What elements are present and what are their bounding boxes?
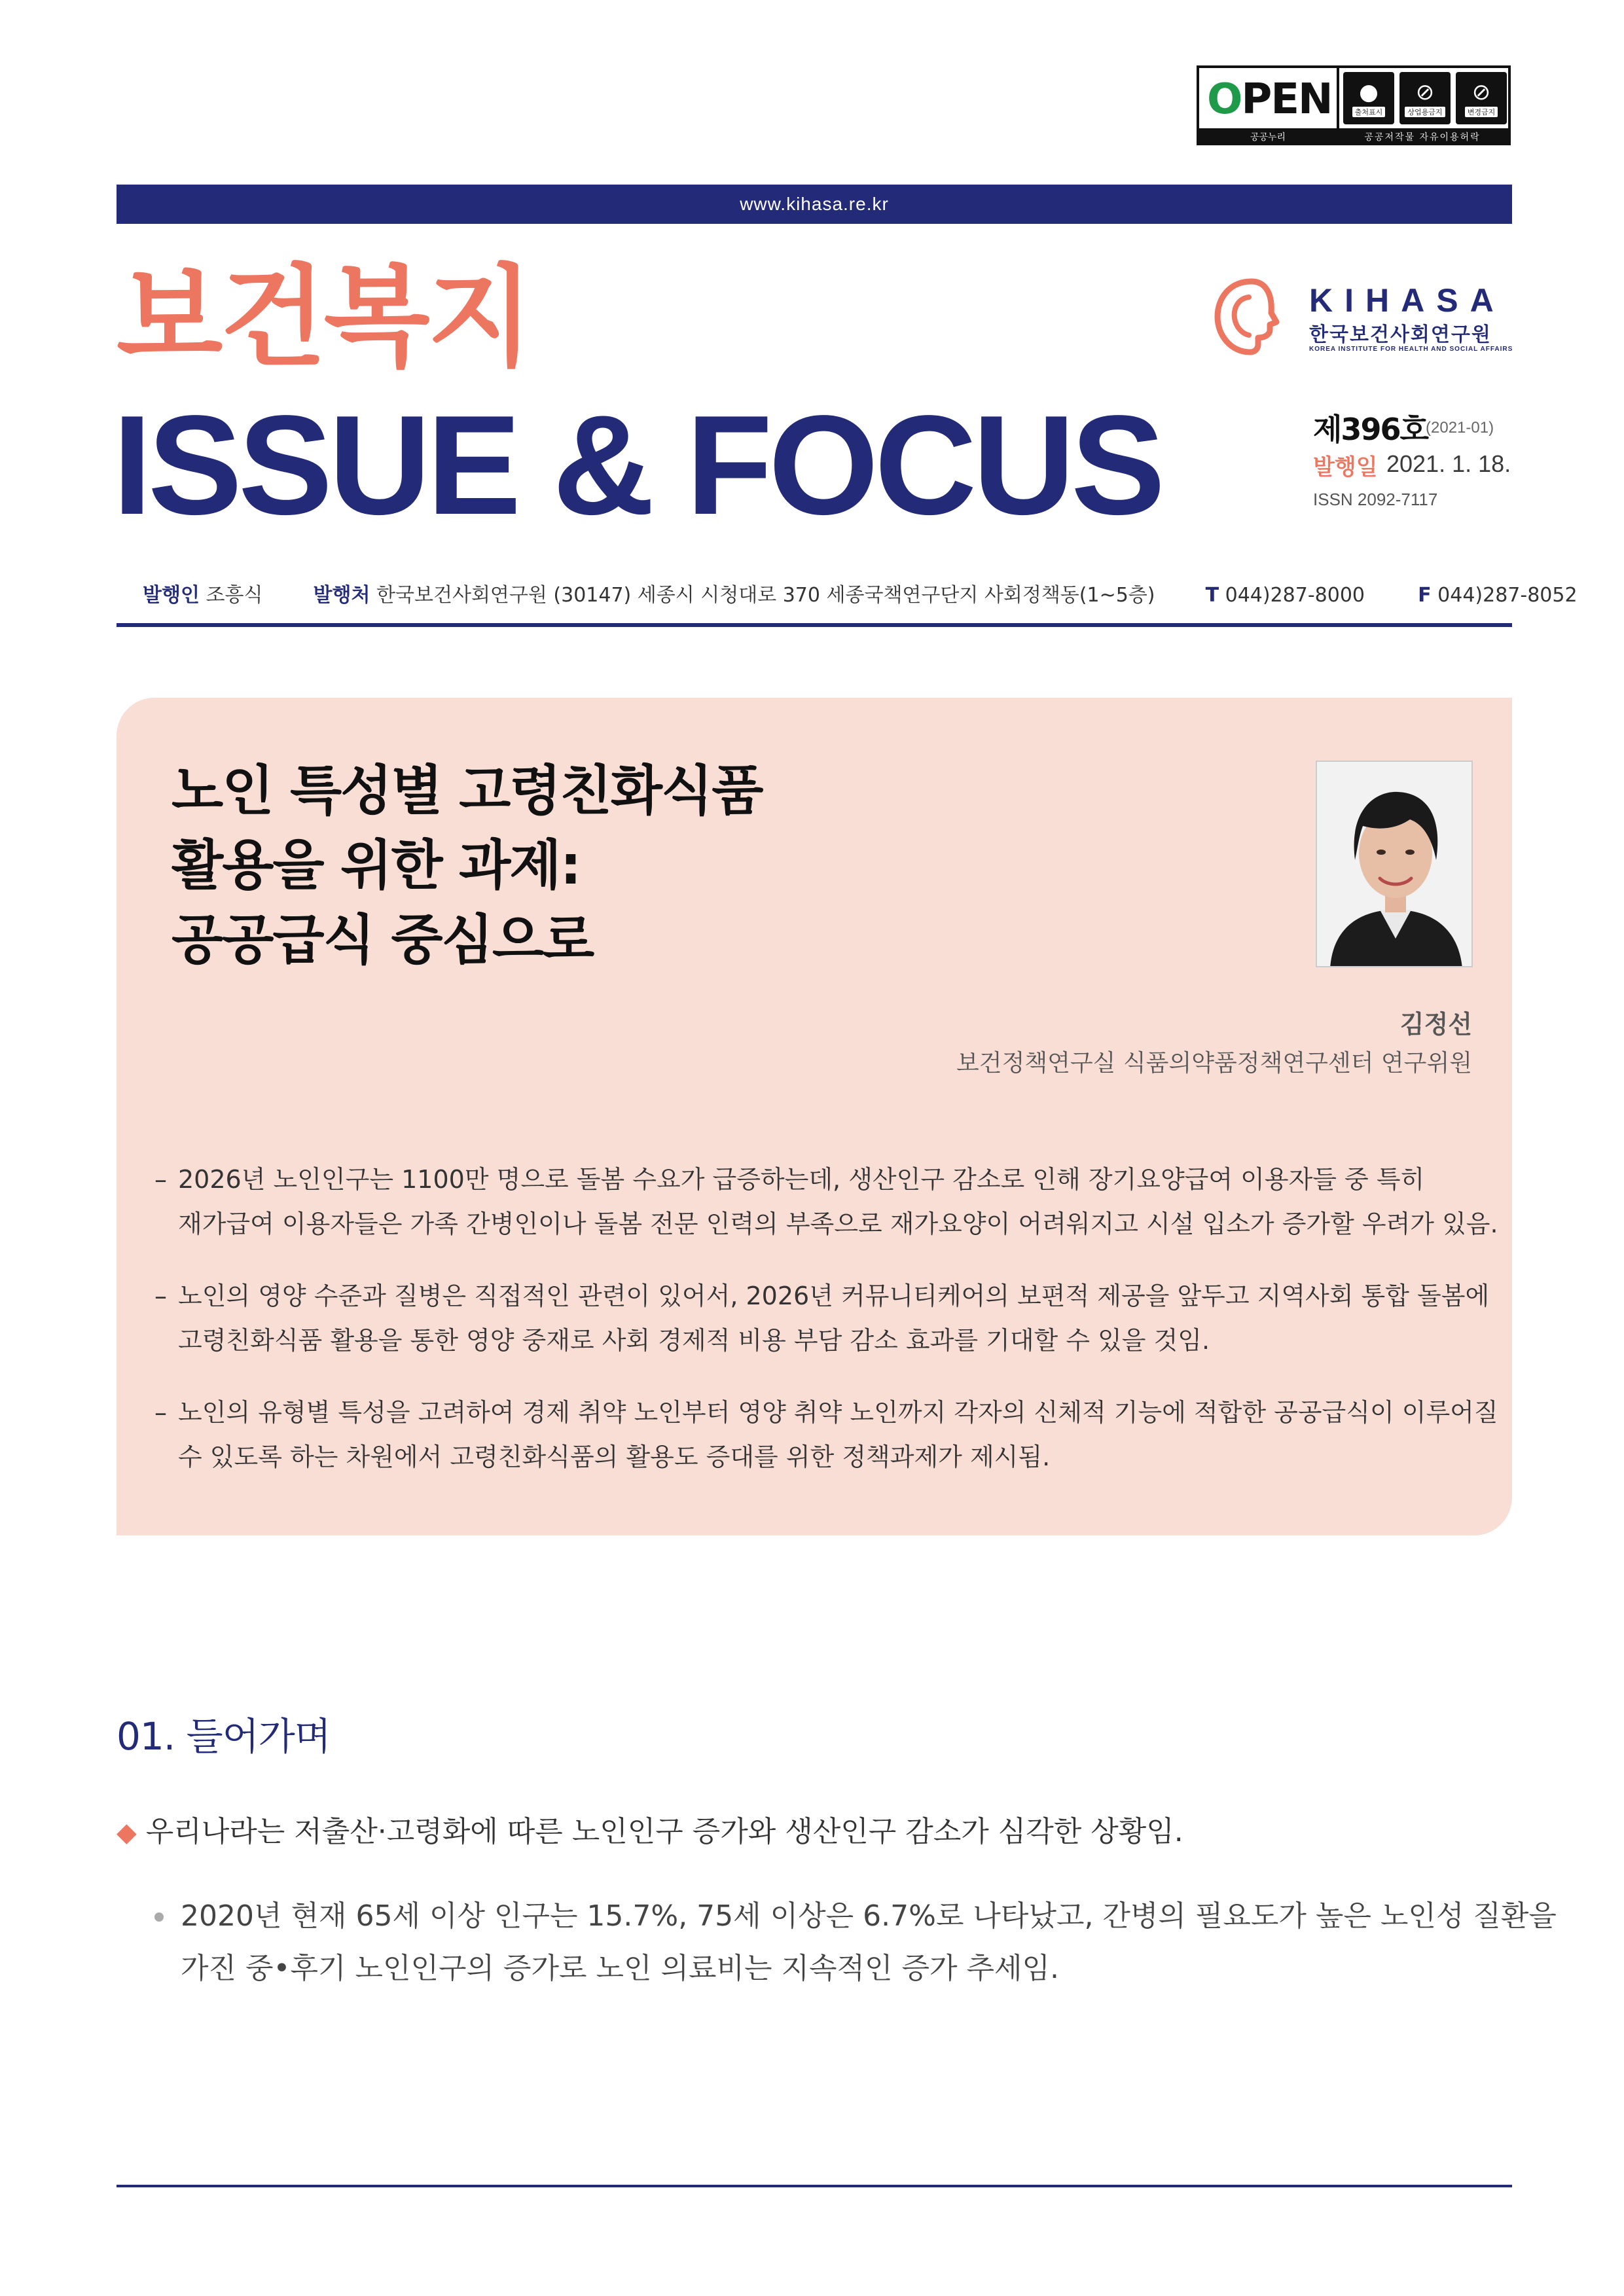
logo-korean: 한국보건사회연구원 [1309, 323, 1492, 346]
publication-date-label: 발행일 [1313, 454, 1378, 480]
dot-bullet-icon [154, 1912, 164, 1922]
kihasa-logo-icon [1210, 275, 1295, 360]
summary-item [154, 1274, 1490, 1363]
logo-english: KIHASA [1309, 282, 1506, 319]
issn: ISSN 2092-7117 [1313, 490, 1438, 509]
license-icons [1343, 72, 1507, 124]
attribution-label: 출처표시 [1352, 107, 1386, 117]
summary-item-line: – 2026년 노인인구는 1100만 명으로 돌봄 수요가 급증하는데, 생산인구 감소로 인해 장기요양급여 이용자들 중 특히 [178, 1165, 1425, 1194]
masthead-english: ISSUE & FOCUS [113, 386, 1162, 544]
fax: 044)287-8052 [1437, 584, 1578, 607]
footer-divider [117, 2185, 1512, 2187]
noncommercial-icon: ⊘ 상업용금지 [1399, 72, 1451, 124]
publication-date: 2021. 1. 18. [1386, 450, 1511, 477]
attribution-icon: ● 출처표시 [1343, 72, 1394, 124]
summary-item-line: – 노인의 유형별 특성을 고려하여 경제 취약 노인부터 영양 취약 노인까지 각자의 신체적 기능에 적합한 공공급식이 이루어질 [178, 1398, 1498, 1427]
bullet-primary-text: 우리나라는 저출산·고령화에 따른 노인인구 증가와 생산인구 감소가 심각한 상황임. [145, 1815, 1183, 1848]
author-photo [1316, 761, 1473, 967]
publisher-divider [117, 623, 1512, 627]
summary-item [154, 1157, 1498, 1246]
section-bullet-primary [117, 1808, 1183, 1850]
website-url[interactable]: www.kihasa.re.kr [740, 194, 889, 214]
open-logo-text: OPEN [1207, 75, 1332, 124]
badge-footer-right: 공공저작물 자유이용허락 [1364, 132, 1481, 143]
publisher-line [143, 579, 1578, 607]
badge-divider [1337, 68, 1339, 128]
noncommercial-label: 상업용금지 [1405, 107, 1445, 117]
article-title [171, 754, 762, 978]
telephone: 044)287-8000 [1225, 584, 1365, 607]
summary-item-line: 고령친화식품 활용을 통한 영양 중재로 사회 경제적 비용 부담 감소 효과를 기대할 수 있을 것임. [178, 1326, 1210, 1355]
summary-list [154, 1157, 1498, 1507]
author-portrait-icon [1317, 762, 1473, 967]
open-logo-rest: PEN [1241, 75, 1332, 124]
logo-subtitle: KOREA INSTITUTE FOR HEALTH AND SOCIAL AFFAIRS [1309, 346, 1513, 353]
article-title-line: 활용을 위한 과제: [171, 834, 581, 897]
diamond-bullet-icon: ◆ [117, 1818, 137, 1848]
badge-footer-left: 공공누리 [1250, 132, 1286, 143]
badge-footer [1199, 128, 1508, 145]
bullet-secondary-line: 2020년 현재 65세 이상 인구는 15.7%, 75세 이상은 6.7%로 나타났고, 간병의 필요도가 높은 노인성 질환을 [181, 1899, 1557, 1933]
article-title-line: 공공급식 중심으로 [171, 909, 594, 971]
summary-item-line: 수 있도록 하는 차원에서 고령친화식품의 활용도 증대를 위한 정책과제가 제시됨. [178, 1443, 1051, 1471]
summary-item [154, 1390, 1498, 1479]
no-derivatives-label: 변경금지 [1465, 107, 1498, 117]
open-license-badge [1197, 65, 1511, 145]
organization-address: 한국보건사회연구원 (30147) 세종시 시청대로 370 세종국책연구단지 사회정책동(1~5층) [376, 584, 1155, 607]
article-title-line: 노인 특성별 고령친화식품 [171, 760, 763, 822]
author-affiliation: 보건정책연구실 식품의약품정책연구센터 연구위원 [956, 1050, 1472, 1077]
organization-label: 발행처 [313, 584, 370, 607]
no-derivatives-icon: ⊘ 변경금지 [1456, 72, 1507, 124]
author-name: 김정선 [1399, 1010, 1472, 1039]
section-heading: 01. 들어가며 [117, 1714, 331, 1759]
summary-item-line: – 노인의 영양 수준과 질병은 직접적인 관련이 있어서, 2026년 커뮤니티케어의 보편적 제공을 앞두고 지역사회 통합 돌봄에 [178, 1282, 1490, 1310]
summary-item-line: 재가급여 이용자들은 가족 간병인이나 돌봄 전문 인력의 부족으로 재가요양이 어려워지고 시설 입소가 증가할 우려가 있음. [178, 1210, 1498, 1238]
masthead-korean: 보건복지 [117, 253, 532, 382]
telephone-label: T [1205, 584, 1219, 607]
fax-label: F [1418, 584, 1432, 607]
website-url-bar [117, 185, 1512, 224]
publisher-name: 조흥식 [206, 584, 263, 607]
issue-number: 제396호 [1313, 412, 1428, 447]
issue-year: (2021-01) [1426, 419, 1494, 437]
publisher-label: 발행인 [143, 584, 200, 607]
section-bullet-secondary [154, 1890, 1557, 1995]
bullet-secondary-line: 가진 중•후기 노인인구의 증가로 노인 의료비는 지속적인 증가 추세임. [181, 1952, 1059, 1985]
